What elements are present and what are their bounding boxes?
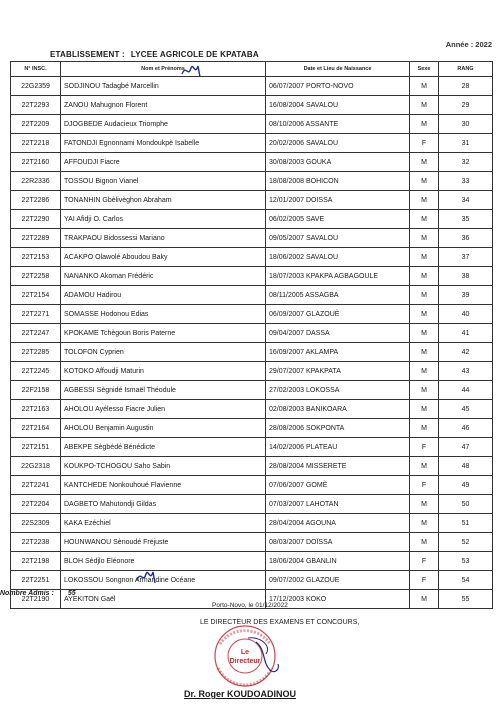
cell-insc: 22T2245	[11, 362, 61, 381]
cell-birth: 08/03/2007 DOÏSSA	[266, 533, 410, 552]
cell-insc: 22T2251	[11, 571, 61, 590]
cell-insc: 22T2286	[11, 191, 61, 210]
cell-sex: F	[410, 134, 439, 153]
cell-birth: 12/01/2007 DOISSA	[266, 191, 410, 210]
cell-insc: 22T2164	[11, 419, 61, 438]
cell-birth: 08/11/2005 ASSAGBA	[266, 286, 410, 305]
col-header-birth: Date et Lieu de Naissance	[266, 62, 410, 77]
year-label: Année : 2022	[445, 40, 492, 49]
cell-name: FATONDJI Egnonnami Mondoukpè Isabelle	[61, 134, 266, 153]
table-row	[11, 172, 493, 191]
cell-birth: 08/10/2006 ASSANTE	[266, 115, 410, 134]
cell-rank: 30	[439, 115, 493, 134]
cell-sex: F	[410, 438, 439, 457]
cell-insc: 22T2154	[11, 286, 61, 305]
cell-insc: 22T2238	[11, 533, 61, 552]
cell-birth: 07/03/2007 LAHOTAN	[266, 495, 410, 514]
signer-name: Dr. Roger KOUDOADINOU	[184, 689, 297, 699]
table-row	[11, 286, 493, 305]
cell-name: HOUNWANOU Sènoudé Fréjuste	[61, 533, 266, 552]
admitted-count	[0, 590, 76, 597]
table-row	[11, 533, 493, 552]
cell-name: AHOLOU Ayélesso Fiacre Julien	[61, 400, 266, 419]
table-row	[11, 362, 493, 381]
cell-rank: 47	[439, 438, 493, 457]
table-row	[11, 571, 493, 590]
cell-sex: F	[410, 552, 439, 571]
cell-birth: 28/04/2004 AGOUNA	[266, 514, 410, 533]
cell-name: KANTCHEDE Nonkouhoué Flavienne	[61, 476, 266, 495]
cell-rank: 55	[439, 590, 493, 609]
cell-insc: 22T2218	[11, 134, 61, 153]
cell-rank: 44	[439, 381, 493, 400]
cell-rank: 52	[439, 533, 493, 552]
col-header-sex: Sexe	[410, 62, 439, 77]
cell-birth: 27/02/2003 LOKOSSA	[266, 381, 410, 400]
cell-sex: M	[410, 305, 439, 324]
cell-name: AGBESSI Sègnidé Ismaël Théodule	[61, 381, 266, 400]
cell-birth: 06/02/2005 SAVE	[266, 210, 410, 229]
results-table	[10, 61, 493, 609]
cell-rank: 34	[439, 191, 493, 210]
cell-rank: 41	[439, 324, 493, 343]
cell-rank: 36	[439, 229, 493, 248]
cell-birth: 20/02/2006 SAVALOU	[266, 134, 410, 153]
table-row	[11, 77, 493, 96]
cell-rank: 45	[439, 400, 493, 419]
cell-birth: 09/07/2002 GLAZOUE	[266, 571, 410, 590]
cell-birth: 07/06/2007 GOMÈ	[266, 476, 410, 495]
cell-insc: 22T2209	[11, 115, 61, 134]
cell-insc: 22T2258	[11, 267, 61, 286]
cell-birth: 14/02/2006 PLATEAU	[266, 438, 410, 457]
cell-name: TRAKPAOU Bidossessi Mariano	[61, 229, 266, 248]
table-row	[11, 457, 493, 476]
svg-text:Le: Le	[240, 649, 250, 656]
cell-rank: 46	[439, 419, 493, 438]
table-row	[11, 153, 493, 172]
cell-insc: 22T2271	[11, 305, 61, 324]
table-row	[11, 115, 493, 134]
cell-insc: 22G2359	[11, 77, 61, 96]
col-header-rank: RANG	[439, 62, 493, 77]
cell-sex: M	[410, 400, 439, 419]
cell-rank: 43	[439, 362, 493, 381]
cell-rank: 40	[439, 305, 493, 324]
cell-birth: 02/08/2003 BANIKOARA	[266, 400, 410, 419]
cell-sex: M	[410, 267, 439, 286]
establishment-label: ETABLISSEMENT :	[50, 50, 125, 59]
table-row	[11, 324, 493, 343]
table-row	[11, 248, 493, 267]
establishment-name: LYCEE AGRICOLE DE KPATABA	[130, 50, 259, 59]
cell-name: DJOGBEDE Audacieux Triomphe	[61, 115, 266, 134]
cell-birth: 16/09/2007 AKLAMPA	[266, 343, 410, 362]
cell-sex: F	[410, 476, 439, 495]
cell-name: BLOH Sèdjlo Eléonore	[61, 552, 266, 571]
cell-name: SOMASSE Hodonou Edias	[61, 305, 266, 324]
table-row	[11, 514, 493, 533]
cell-rank: 49	[439, 476, 493, 495]
col-header-insc: N° INSC.	[11, 62, 61, 77]
cell-rank: 51	[439, 514, 493, 533]
table-row	[11, 381, 493, 400]
cell-sex: M	[410, 514, 439, 533]
cell-insc: 22S2309	[11, 514, 61, 533]
cell-birth: 29/07/2007 KPAKPATA	[266, 362, 410, 381]
table-row	[11, 476, 493, 495]
cell-name: AFFOUDJI Fiacre	[61, 153, 266, 172]
establishment-line	[50, 50, 259, 59]
cell-sex: M	[410, 191, 439, 210]
cell-insc: 22T2290	[11, 210, 61, 229]
cell-sex: M	[410, 419, 439, 438]
cell-rank: 33	[439, 172, 493, 191]
cell-insc: 22T2163	[11, 400, 61, 419]
cell-rank: 32	[439, 153, 493, 172]
cell-rank: 53	[439, 552, 493, 571]
cell-sex: M	[410, 172, 439, 191]
cell-rank: 35	[439, 210, 493, 229]
cell-insc: 22T2190	[11, 590, 61, 609]
official-stamp	[200, 620, 290, 690]
table-row	[11, 134, 493, 153]
cell-rank: 54	[439, 571, 493, 590]
cell-birth: 18/07/2003 KPAKPA AGBAGOULE	[266, 267, 410, 286]
cell-sex: M	[410, 210, 439, 229]
cell-rank: 50	[439, 495, 493, 514]
cell-birth: 09/05/2007 SAVALOU	[266, 229, 410, 248]
table-row	[11, 229, 493, 248]
table-row	[11, 419, 493, 438]
admitted-count-value: 55	[67, 590, 76, 597]
cell-birth: 06/09/2007 GLAZOUÈ	[266, 305, 410, 324]
cell-insc: 22T2160	[11, 153, 61, 172]
cell-rank: 39	[439, 286, 493, 305]
cell-sex: M	[410, 495, 439, 514]
table-row	[11, 495, 493, 514]
cell-insc: 22T2285	[11, 343, 61, 362]
cell-birth: 09/04/2007 DASSA	[266, 324, 410, 343]
cell-sex: M	[410, 153, 439, 172]
cell-rank: 29	[439, 96, 493, 115]
cell-name: AHOLOU Benjamin Augustin	[61, 419, 266, 438]
place-date: Porto-Novo, le 01/12/2022	[212, 602, 288, 609]
cell-birth: 16/08/2004 SAVALOU	[266, 96, 410, 115]
cell-insc: 22R2336	[11, 172, 61, 191]
table-row	[11, 191, 493, 210]
cell-insc: 22G2318	[11, 457, 61, 476]
cell-sex: M	[410, 324, 439, 343]
cell-sex: M	[410, 533, 439, 552]
cell-name: YAI Afidji O. Carlos	[61, 210, 266, 229]
cell-insc: 22T2293	[11, 96, 61, 115]
table-row	[11, 96, 493, 115]
table-row	[11, 438, 493, 457]
svg-text:Directeur: Directeur	[229, 658, 261, 665]
cell-insc: 22T2289	[11, 229, 61, 248]
cell-insc: 22T2198	[11, 552, 61, 571]
cell-name: AYEKITON Gaël	[61, 590, 266, 609]
cell-sex: M	[410, 362, 439, 381]
cell-birth: 17/12/2003 KOKO	[266, 590, 410, 609]
cell-name: TONANHIN Gbèlivèghon Abraham	[61, 191, 266, 210]
cell-name: KAKA Ezéchiel	[61, 514, 266, 533]
cell-rank: 48	[439, 457, 493, 476]
table-row	[11, 305, 493, 324]
cell-birth: 18/08/2008 BOHICON	[266, 172, 410, 191]
cell-insc: 22F2158	[11, 381, 61, 400]
table-row	[11, 267, 493, 286]
cell-name: KOUKPO-TCHOGOU Saho Sabin	[61, 457, 266, 476]
handwritten-mark	[135, 568, 161, 586]
cell-name: ABEKPE Sègbédé Bénédicte	[61, 438, 266, 457]
cell-sex: M	[410, 248, 439, 267]
cell-sex: M	[410, 343, 439, 362]
cell-sex: M	[410, 96, 439, 115]
cell-insc: 22T2241	[11, 476, 61, 495]
cell-name: TOLOFON Cyprien	[61, 343, 266, 362]
cell-name: ADAMOU Hadirou	[61, 286, 266, 305]
cell-rank: 42	[439, 343, 493, 362]
cell-name: SODJINOU Tadagbé Marcellin	[61, 77, 266, 96]
table-row	[11, 552, 493, 571]
signatory-office: LE DIRECTEUR DES EXAMENS ET CONCOURS,	[200, 619, 360, 626]
cell-sex: M	[410, 381, 439, 400]
cell-rank: 37	[439, 248, 493, 267]
cell-name: LOKOSSOU Songnon Armandine Océane	[61, 571, 266, 590]
handwritten-mark	[180, 62, 206, 80]
table-row	[11, 210, 493, 229]
cell-name: ZANOU Mahugnon Florent	[61, 96, 266, 115]
cell-insc: 22T2204	[11, 495, 61, 514]
cell-insc: 22T2151	[11, 438, 61, 457]
cell-name: ACAKPO Olawolé Aboudou Baky	[61, 248, 266, 267]
cell-birth: 28/08/2006 SOKPONTA	[266, 419, 410, 438]
cell-name: KPOKAME Tchègoun Boris Paterne	[61, 324, 266, 343]
cell-rank: 38	[439, 267, 493, 286]
cell-sex: F	[410, 571, 439, 590]
cell-sex: M	[410, 457, 439, 476]
cell-insc: 22T2247	[11, 324, 61, 343]
cell-rank: 28	[439, 77, 493, 96]
cell-birth: 06/07/2007 PORTO-NOVO	[266, 77, 410, 96]
cell-name: KOTOKO Affoudji Maturin	[61, 362, 266, 381]
table-row	[11, 343, 493, 362]
cell-sex: M	[410, 229, 439, 248]
cell-birth: 18/06/2002 SAVALOU	[266, 248, 410, 267]
cell-birth: 30/08/2003 GOUKA	[266, 153, 410, 172]
cell-sex: M	[410, 77, 439, 96]
table-header-row	[11, 62, 493, 77]
cell-rank: 31	[439, 134, 493, 153]
cell-birth: 28/08/2004 MISSERETE	[266, 457, 410, 476]
admitted-count-label: Nombre Admis :	[0, 590, 54, 597]
cell-name: NANANKO Akoman Frédéric	[61, 267, 266, 286]
cell-sex: M	[410, 286, 439, 305]
cell-sex: M	[410, 115, 439, 134]
table-row	[11, 400, 493, 419]
cell-sex: M	[410, 590, 439, 609]
cell-insc: 22T2153	[11, 248, 61, 267]
cell-name: DAGBETO Mahutondji Gildas	[61, 495, 266, 514]
cell-name: TOSSOU Bignon Vianel	[61, 172, 266, 191]
cell-birth: 18/06/2004 GBANLIN	[266, 552, 410, 571]
col-header-name: Nom et Prénoms	[61, 62, 266, 77]
